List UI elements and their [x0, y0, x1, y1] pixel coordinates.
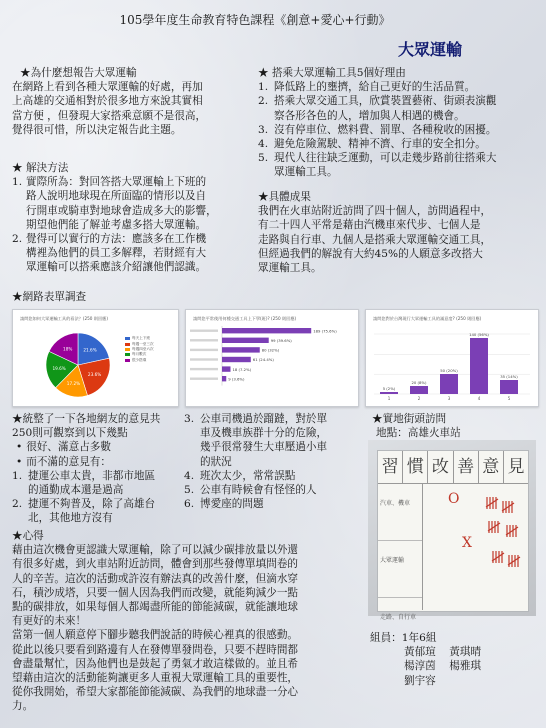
- board-mark-o: O: [448, 491, 460, 507]
- stats-section: [12, 412, 200, 526]
- why-section: [12, 66, 252, 137]
- vbar-value-label: 140 (56%): [469, 332, 489, 337]
- chart-title: 請問您如何大眾運輸工具的看法？(250 則回應): [20, 316, 108, 321]
- group-section: [370, 631, 540, 688]
- legend-item: 每週一至三次: [125, 341, 154, 346]
- reflection-line: 石，積沙成塔，只要一個人因為我們而改變，就能夠減少一點: [12, 586, 299, 599]
- poster-subtitle: 大眾運輸: [398, 40, 463, 59]
- board-tally-marks: [483, 491, 525, 601]
- solution-item-2: 2. 覺得可以實行的方法：應該多在工作機 構裡為他們的員工多解釋，若財經有大 眾運輸可以搭乘應該介紹讓他們認識。: [12, 233, 207, 274]
- stats-heading: ★統整了一下各地網友的意見共: [12, 413, 161, 425]
- legend-item: 每週四至六次: [125, 347, 154, 352]
- street-section: [372, 412, 540, 440]
- hbar-bar: [222, 328, 311, 333]
- hbar-category-placeholder: [190, 368, 218, 370]
- survey-chart-vbar: [365, 309, 539, 407]
- vbar-chart: [366, 310, 538, 406]
- pie-slice-label: 23.6%: [87, 372, 102, 378]
- member: 楊雅琪: [449, 660, 482, 673]
- member: 黃郁瑄: [404, 646, 436, 659]
- vbar-tick-label: 2: [417, 396, 421, 401]
- vbar-value-label: 20 (8%): [411, 380, 427, 385]
- board-row-labels: 汽車、機車 大眾運輸 走路、自行車: [378, 484, 423, 610]
- member: 黃琪晴: [449, 646, 482, 659]
- stats-item: 3. 公車司機過於蹓躂，對於單 車及機車族群十分的危險， 幾乎很常發生大車壓過小車 的狀況: [184, 413, 328, 468]
- legend-item: 每天上下班: [125, 336, 154, 341]
- results-line: 眾運輸工具。: [258, 262, 322, 275]
- hbar-bar: [222, 357, 251, 362]
- results-heading: ★具體成果: [258, 191, 311, 203]
- pie-slice-label: 17.2%: [66, 381, 81, 387]
- pie-chart: [43, 330, 113, 400]
- results-line: 但經過我們的解說有大約45%的人願意多改搭大: [258, 247, 483, 260]
- results-line: 有二十四人平常是藉由汽機車來代步、七個人是: [258, 219, 481, 232]
- benefit-item: 4. 避免危險駕駛、精神不濟、行車的安全扣分。: [258, 138, 486, 151]
- hbar-value-label: 61 (24.4%): [252, 357, 274, 363]
- reflection-line: 人的辛苦。這次的活動或許沒有辦法真的改善什麼，但滴水穿: [12, 572, 299, 585]
- reflection-line: 從此以後只要看到路邊有人在發傳單發問卷，只要不趕時間都: [12, 643, 299, 656]
- board-header: 習 慣 改 善 意 見: [378, 451, 528, 484]
- hbar-chart: [186, 310, 358, 406]
- reflection-line: 有更好的未來！: [12, 615, 87, 628]
- hbar-value-label: 18 (7.2%): [232, 366, 252, 372]
- vbar-bar: [470, 338, 488, 394]
- benefits-heading: ★ 搭乘大眾運輸工具5個好理由: [258, 67, 406, 79]
- pie-legend: [125, 336, 154, 363]
- vbar-value-label: 35 (14%): [500, 374, 518, 379]
- hbar-category-placeholder: [190, 330, 218, 332]
- reflection-line: 當第一個人願意停下腳步聽我們說話的時候心裡真的很感動。: [12, 629, 299, 642]
- benefit-item: 3. 沒有停車位、燃料費、罰單、各種稅收的困擾。: [258, 123, 497, 136]
- member: 楊淳茵: [404, 660, 436, 673]
- vbar-tick-label: 4: [477, 396, 481, 401]
- hbar-bar: [222, 366, 230, 371]
- interview-photo: [368, 440, 536, 621]
- survey-chart-pie: [12, 309, 179, 407]
- interview-board: [377, 450, 529, 621]
- vbar-bar: [410, 386, 428, 394]
- hbar-category-placeholder: [190, 339, 218, 341]
- why-line: 覺得很可惜，所以決定報告此主題。: [12, 123, 182, 136]
- benefits-section: [258, 66, 540, 180]
- hbar-value-label: 99 (39.6%): [270, 338, 292, 343]
- solution-item-1: 1. 實際所為：對回答搭大眾運輸上下班的 路人說明地球現在所面臨的情形以及自 行開車或騎車對地球會造成多大的影響， 期望他們能了解並考慮多搭大眾運輸。: [12, 176, 217, 231]
- member: 劉宇容: [404, 674, 436, 687]
- survey-heading: ★網路表單調查: [12, 291, 87, 303]
- hbar-value-label: 9 (3.6%): [228, 376, 245, 382]
- survey-chart-hbar: [185, 309, 359, 407]
- vbar-value-label: 50 (20%): [440, 368, 458, 373]
- stats-item: 1. 捷運公車太貴，非都市地區 的通勤成本還是過高: [12, 469, 156, 497]
- hbar-bar: [222, 338, 269, 343]
- reflection-line: 有很多好處，到火車站附近訪問，體會到那些發傳單填問卷的: [12, 558, 299, 571]
- why-line: 上高雄的交通相對於很多地方來說其實相: [12, 95, 203, 108]
- pie-slice-label: 21.6%: [83, 347, 97, 353]
- stats-bullet: • 而不滿的意見有：: [26, 455, 200, 469]
- reflection-line: 從你我開始，希望大家都能節能減碳、為我們的地球盡一分心: [12, 686, 299, 699]
- why-line: 在網路上看到各種大眾運輸的好處，再加: [12, 81, 203, 94]
- pie-slice-label: 18%: [63, 346, 73, 352]
- hbar-category-placeholder: [190, 358, 218, 360]
- poster-title: 105學年度生命教育特色課程《創意+愛心+行動》: [119, 13, 391, 27]
- reflection-line: 望藉由這次的活動能夠讓更多人重視大眾運輸工具的重要性，: [12, 672, 299, 685]
- stats-section-2: [184, 412, 364, 511]
- solution-section: [12, 161, 256, 275]
- hbar-bar: [222, 347, 260, 352]
- reflection-heading: ★心得: [12, 530, 44, 542]
- reflection-line: 點的碳排放，如果每個人都竭盡所能的節能減碳，就能讓地球: [12, 601, 299, 614]
- street-location: 地點：高雄火車站: [376, 427, 461, 440]
- hbar-value-label: 189 (75.6%): [313, 328, 337, 334]
- group-label: 組員：1年6組: [370, 632, 437, 644]
- benefit-item: 2. 搭乘大眾交通工具，欣賞裝置藝術、街頭表演觀 察各形各色的人，增加與人相遇的機會。: [258, 95, 497, 122]
- legend-item: 每月數次: [125, 352, 154, 357]
- reflection-line: 會盡量幫忙，因為他們也是鼓起了勇氣才敢這樣做的。並且希: [12, 657, 299, 670]
- street-heading: ★實地街頭訪問: [372, 413, 447, 425]
- chart-title: 請問您對於台灣現行大眾運輸工具的滿意度? (250 則回應): [373, 316, 482, 321]
- reflection-line: 藉由這次機會更認識大眾運輸，除了可以減少碳排放量以外還: [12, 544, 299, 557]
- results-section: [258, 190, 540, 275]
- legend-item: 很少搭乘: [125, 358, 154, 363]
- vbar-bar: [440, 374, 458, 394]
- hbar-category-placeholder: [190, 349, 218, 351]
- benefit-item: 1. 降低路上的壅擠，給自己更好的生活品質。: [258, 81, 476, 94]
- stats-item: 2. 捷運不夠普及，除了高雄台 北，其他地方沒有: [12, 498, 156, 525]
- chart-title: 請問您平常使用何種交通工具上下學(班)? (250 則回應): [193, 316, 297, 321]
- benefit-item: 5. 現代人往往缺乏運動，可以走幾步路前往搭乘大 眾運輸工具。: [258, 152, 497, 179]
- stats-item: 4. 班次太少，常常誤點: [184, 469, 296, 482]
- reflection-section: [12, 529, 372, 714]
- vbar-bar: [500, 380, 518, 394]
- stats-item: 6. 博愛座的問題: [184, 498, 264, 511]
- hbar-bar: [222, 376, 226, 381]
- hbar-category-placeholder: [190, 378, 218, 380]
- stats-line: 250則可觀察到以下幾點: [12, 427, 128, 440]
- solution-heading: ★ 解決方法: [12, 162, 69, 174]
- stats-item: 5. 公車有時候會有怪怪的人: [184, 484, 317, 497]
- vbar-tick-label: 3: [447, 396, 451, 401]
- hbar-value-label: 80 (32%): [261, 347, 280, 353]
- results-line: 走路與自行車、九個人是搭乘大眾運輸交通工具，: [258, 233, 492, 246]
- results-line: 我們在火車站附近訪問了四十個人，訪問過程中，: [258, 205, 492, 218]
- why-line: 當方便 ，但發現大家搭乘意願不是很高，: [12, 109, 207, 122]
- vbar-tick-label: 1: [387, 396, 391, 401]
- stats-bullet: • 很好、滿意占多數: [26, 440, 200, 454]
- reflection-line: 力。: [12, 700, 34, 713]
- vbar-bar: [380, 392, 398, 394]
- board-mark-x: X: [462, 535, 472, 551]
- pie-slice-label: 19.6%: [52, 365, 66, 371]
- vbar-tick-label: 5: [507, 396, 511, 401]
- why-heading: ★為什麼想報告大眾運輸: [20, 67, 137, 79]
- vbar-value-label: 5 (2%): [382, 386, 396, 391]
